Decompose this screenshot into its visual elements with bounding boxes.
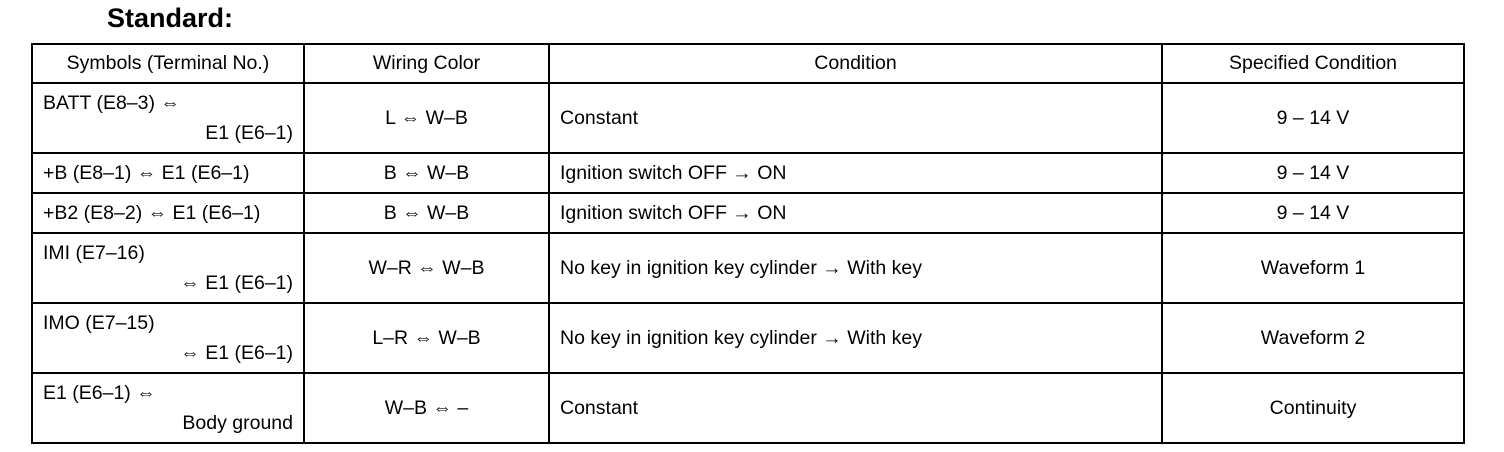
condition-cell: No key in ignition key cylinder → With key	[549, 233, 1162, 303]
wiring-cell: W–R ⇔ W–B	[304, 233, 549, 303]
symbol-cell	[32, 153, 304, 193]
symbol-line1: +B (E8–1) ⇔ E1 (E6–1)	[43, 162, 250, 184]
symbol-line1: E1 (E6–1) ⇔	[43, 382, 156, 404]
symbol-line2: E1 (E6–1)	[205, 122, 293, 144]
specified-cell: Waveform 1	[1162, 233, 1464, 303]
header-specified-condition: Specified Condition	[1162, 44, 1464, 83]
symbol-line1: IMO (E7–15)	[43, 312, 155, 334]
condition-cell: Ignition switch OFF → ON	[549, 153, 1162, 193]
condition-cell: Ignition switch OFF → ON	[549, 193, 1162, 233]
wiring-cell: L–R ⇔ W–B	[304, 303, 549, 373]
symbol-line2: ⇔ E1 (E6–1)	[180, 342, 293, 364]
specified-cell: Waveform 2	[1162, 303, 1464, 373]
header-condition: Condition	[549, 44, 1162, 83]
table-row	[32, 373, 1464, 443]
wiring-cell: B ⇔ W–B	[304, 153, 549, 193]
condition-cell: Constant	[549, 373, 1162, 443]
symbol-cell	[32, 373, 304, 443]
wiring-cell: B ⇔ W–B	[304, 193, 549, 233]
table-row	[32, 193, 1464, 233]
symbol-line1: IMI (E7–16)	[43, 242, 145, 264]
header-symbols: Symbols (Terminal No.)	[32, 44, 304, 83]
table-row	[32, 233, 1464, 303]
specified-cell: 9 – 14 V	[1162, 193, 1464, 233]
symbol-line1: BATT (E8–3) ⇔	[43, 92, 180, 114]
condition-cell: No key in ignition key cylinder → With key	[549, 303, 1162, 373]
specified-cell: Continuity	[1162, 373, 1464, 443]
specified-cell: 9 – 14 V	[1162, 153, 1464, 193]
symbol-cell	[32, 303, 304, 373]
symbol-line1: +B2 (E8–2) ⇔ E1 (E6–1)	[43, 202, 261, 224]
header-wiring-color: Wiring Color	[304, 44, 549, 83]
specified-cell: 9 – 14 V	[1162, 83, 1464, 153]
wiring-cell: L ⇔ W–B	[304, 83, 549, 153]
symbol-cell	[32, 233, 304, 303]
table-row	[32, 303, 1464, 373]
wiring-cell: W–B ⇔ –	[304, 373, 549, 443]
table-header-row	[32, 44, 1464, 83]
table-row	[32, 153, 1464, 193]
table-row	[32, 83, 1464, 153]
symbol-cell	[32, 193, 304, 233]
page-title: Standard:	[107, 3, 234, 33]
symbol-line2: Body ground	[182, 412, 293, 434]
spec-table	[31, 43, 1465, 444]
symbol-line2: ⇔ E1 (E6–1)	[180, 272, 293, 294]
condition-cell: Constant	[549, 83, 1162, 153]
symbol-cell	[32, 83, 304, 153]
